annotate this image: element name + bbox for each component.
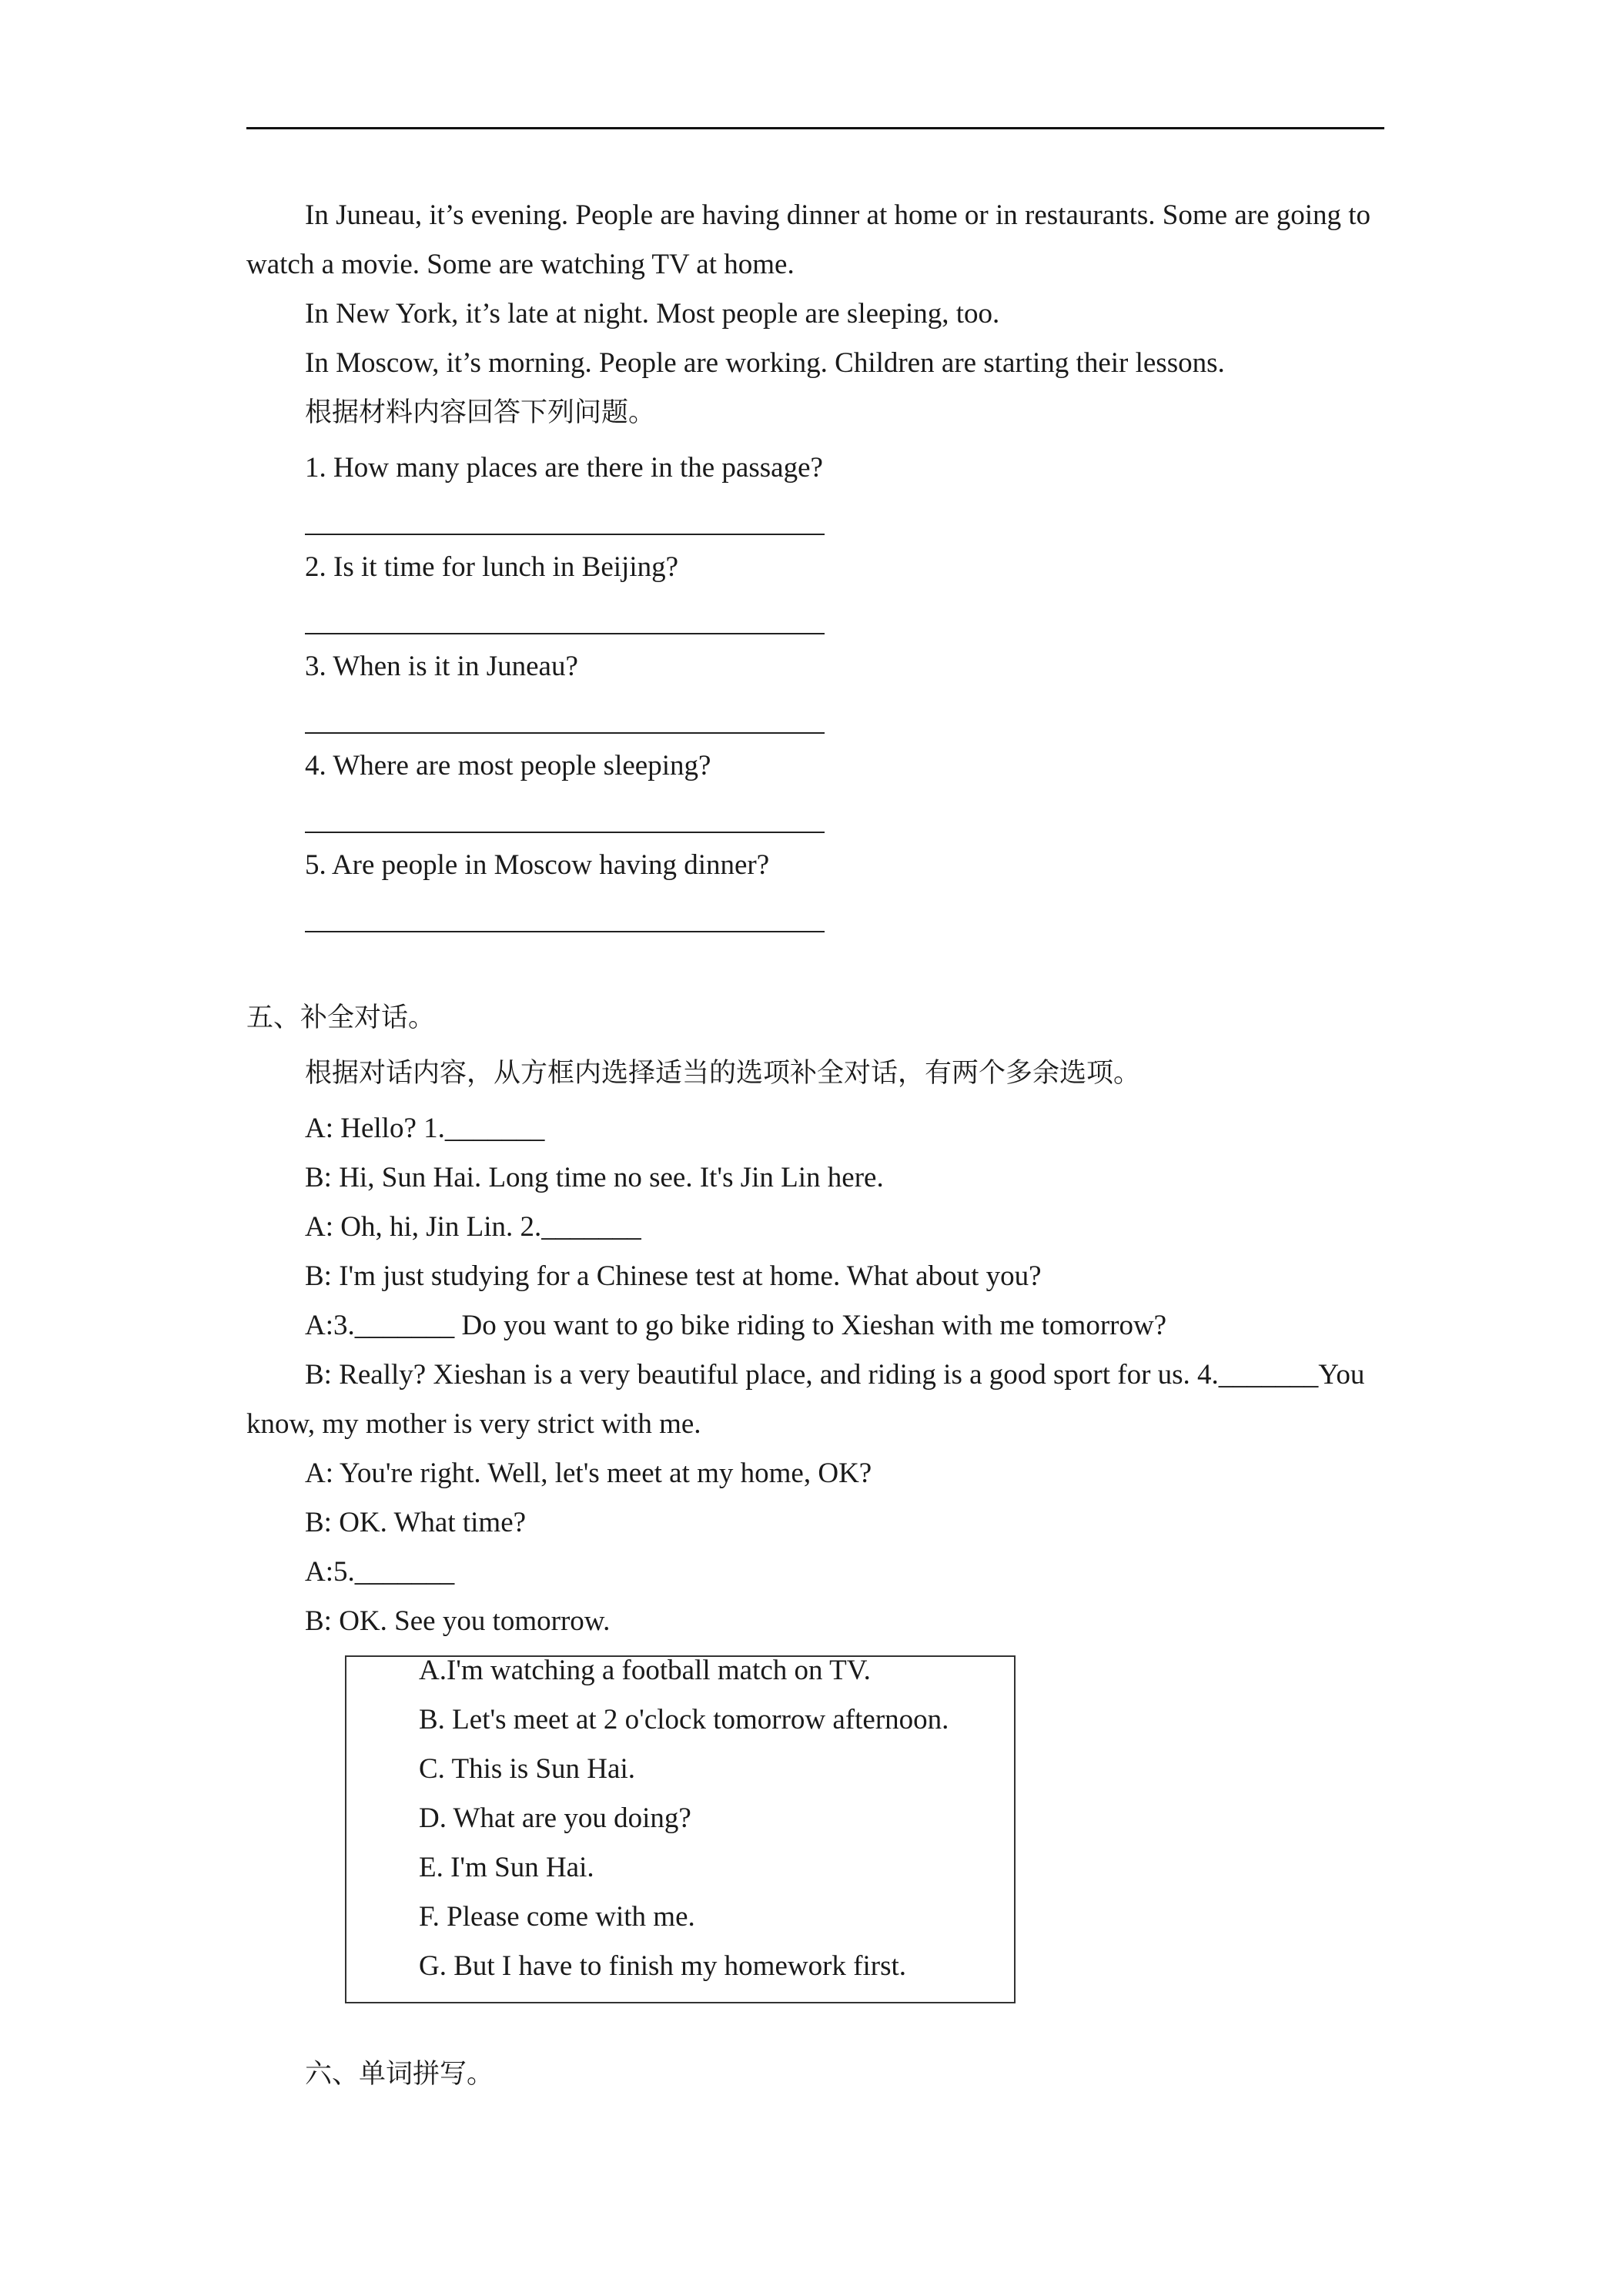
option-d: D. What are you doing? [419, 1802, 691, 1834]
dialogue-line-11: B: OK. See you tomorrow. [305, 1605, 611, 1637]
option-c: C. This is Sun Hai. [419, 1753, 635, 1785]
dialogue-line-7: know, my mother is very strict with me. [246, 1408, 701, 1440]
section6-heading: 六、单词拼写。 [305, 2059, 494, 2090]
reading-instruction: 根据材料内容回答下列问题。 [305, 397, 656, 428]
question-2: 2. Is it time for lunch in Beijing? [305, 551, 679, 583]
option-a: A.I'm watching a football match on TV. [419, 1655, 871, 1686]
dialogue-line-3: A: Oh, hi, Jin Lin. 2._______ [305, 1211, 641, 1243]
section5-instruction: 根据对话内容，从方框内选择适当的选项补全对话，有两个多余选项。 [305, 1058, 1141, 1089]
header-rule [246, 127, 1384, 129]
section5-heading: 五、补全对话。 [246, 1002, 436, 1033]
dialogue-line-10: A:5._______ [305, 1556, 455, 1588]
question-5: 5. Are people in Moscow having dinner? [305, 849, 770, 881]
question-1: 1. How many places are there in the passage? [305, 452, 823, 484]
option-b: B. Let's meet at 2 o'clock tomorrow afternoon. [419, 1704, 949, 1735]
passage-juneau-line1: In Juneau, it’s evening. People are having dinner at home or in restaurants. Some are going to [305, 199, 1371, 231]
dialogue-line-9: B: OK. What time? [305, 1507, 527, 1538]
passage-juneau-line2: watch a movie. Some are watching TV at home. [246, 249, 795, 280]
dialogue-line-2: B: Hi, Sun Hai. Long time no see. It's Jin Lin here. [305, 1162, 884, 1193]
answer-line-1[interactable] [305, 534, 825, 535]
answer-line-3[interactable] [305, 732, 825, 734]
answer-line-2[interactable] [305, 633, 825, 634]
answer-line-5[interactable] [305, 931, 825, 932]
dialogue-line-8: A: You're right. Well, let's meet at my home, OK? [305, 1458, 872, 1489]
passage-new-york: In New York, it’s late at night. Most people are sleeping, too. [305, 298, 1000, 330]
dialogue-line-4: B: I'm just studying for a Chinese test at home. What about you? [305, 1260, 1042, 1292]
dialogue-line-1: A: Hello? 1._______ [305, 1113, 545, 1144]
dialogue-line-5: A:3._______ Do you want to go bike riding to Xieshan with me tomorrow? [305, 1310, 1167, 1341]
question-4: 4. Where are most people sleeping? [305, 750, 711, 782]
option-g: G. But I have to finish my homework first. [419, 1950, 907, 1982]
option-e: E. I'm Sun Hai. [419, 1852, 594, 1883]
passage-moscow: In Moscow, it’s morning. People are working. Children are starting their lessons. [305, 347, 1225, 379]
answer-line-4[interactable] [305, 832, 825, 833]
option-f: F. Please come with me. [419, 1901, 695, 1933]
question-3: 3. When is it in Juneau? [305, 651, 578, 682]
dialogue-line-6: B: Really? Xieshan is a very beautiful place, and riding is a good sport for us. 4._______You [305, 1359, 1365, 1391]
